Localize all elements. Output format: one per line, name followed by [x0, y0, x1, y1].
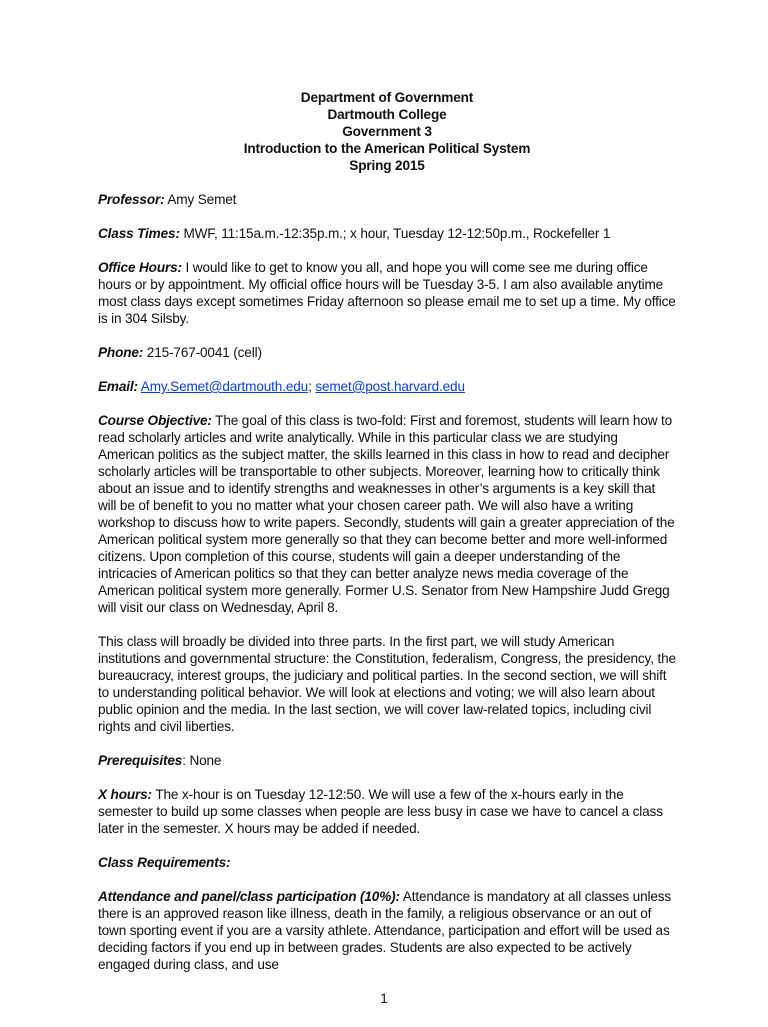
office-hours-value: I would like to get to know you all, and hope you will come see me during office hours or by appointment. My official office hours will be Tuesday 3-5. I am also available anytime most class days except sometimes Friday afternoon so please email me to set up a time. My office is in 304 Silsby. — [98, 260, 676, 326]
prerequisites-value: : None — [182, 753, 222, 768]
office-hours-label: Office Hours: — [98, 260, 182, 275]
department: Department of Government — [300, 90, 474, 105]
document-page — [98, 0, 676, 973]
phone-label: Phone: — [98, 345, 144, 360]
professor-value: Amy Semet — [164, 192, 237, 207]
college: Dartmouth College — [327, 107, 447, 122]
course-objective-value: The goal of this class is two-fold: First and foremost, students will learn how to read scholarly articles and write analytically. While in this particular class we are studying American politics as the subject matter, the skills learned in this class in how to read and decipher scholarly articles will be transportable to other subjects. Moreover, learning how to critically think about an issue and to identify strengths and weaknesses in other’s arguments is a key skill that will be of benefit to you no matter what your chosen career path. We will also have a writing workshop to discuss how to write papers. Secondly, students will gain a greater appreciation of the American political system more generally so that they can become better and more well-informed citizens. Upon completion of this course, students will gain a deeper understanding of the intricacies of American politics so that they can better analyze news media coverage of the American political system more generally. Former U.S. Senator from New Hampshire Judd Gregg will visit our class on Wednesday, April 8. — [98, 413, 675, 615]
term: Spring 2015 — [349, 158, 425, 173]
phone-value: 215-767-0041 (cell) — [143, 345, 262, 360]
prerequisites-paragraph — [98, 752, 676, 769]
class-times-label: Class Times: — [98, 226, 180, 241]
prerequisites-label: Prerequisites — [98, 753, 183, 768]
document-header — [98, 89, 676, 174]
overview-paragraph: This class will broadly be divided into three parts. In the first part, we will study American institutions and governmental structure: the Constitution, federalism, Congress, the presidency, the bureaucracy, interest groups, the judiciary and political parties. In the second section, we will shift to understanding political behavior. We will look at elections and voting; we will also learn about public opinion and the media. In the last section, we will cover law-related topics, including civil rights and civil liberties. — [98, 634, 676, 734]
course-number: Government 3 — [342, 124, 432, 139]
x-hours-value: The x-hour is on Tuesday 12-12:50. We will use a few of the x-hours early in the semester to build up some classes when people are less busy in case we have to cancel a class later in the semester. X hours may be added if needed. — [98, 787, 663, 836]
course-objective-paragraph — [98, 412, 676, 616]
attendance-label: Attendance and panel/class participation (10%): — [98, 889, 400, 904]
class-times-paragraph — [98, 225, 676, 242]
professor-paragraph — [98, 191, 676, 208]
class-requirements-label: Class Requirements: — [98, 855, 231, 870]
course-objective-label: Course Objective: — [98, 413, 212, 428]
phone-paragraph — [98, 344, 676, 361]
email-link-harvard[interactable]: semet@post.harvard.edu — [315, 379, 465, 394]
email-paragraph — [98, 378, 676, 395]
course-title: Introduction to the American Political System — [243, 141, 531, 156]
x-hours-label: X hours: — [98, 787, 152, 802]
email-label: Email: — [98, 379, 138, 394]
email-separator: ; — [308, 379, 316, 394]
class-requirements-heading — [98, 854, 676, 871]
email-link-dartmouth[interactable]: Amy.Semet@dartmouth.edu — [140, 379, 309, 394]
x-hours-paragraph — [98, 786, 676, 837]
page-number: 1 — [380, 991, 388, 1006]
office-hours-paragraph — [98, 259, 676, 327]
professor-label: Professor: — [98, 192, 165, 207]
class-times-value: MWF, 11:15a.m.-12:35p.m.; x hour, Tuesday 12-12:50p.m., Rockefeller 1 — [179, 226, 611, 241]
attendance-paragraph — [98, 888, 676, 973]
attendance-value: Attendance is mandatory at all classes unless there is an approved reason like illness, death in the family, a religious observance or an out of town sporting event if you are a varsity athlete. Attendance, participation and effort will be used as deciding factors if you end up in between grades. Students are also expected to be actively engaged during class, and use — [98, 889, 672, 972]
